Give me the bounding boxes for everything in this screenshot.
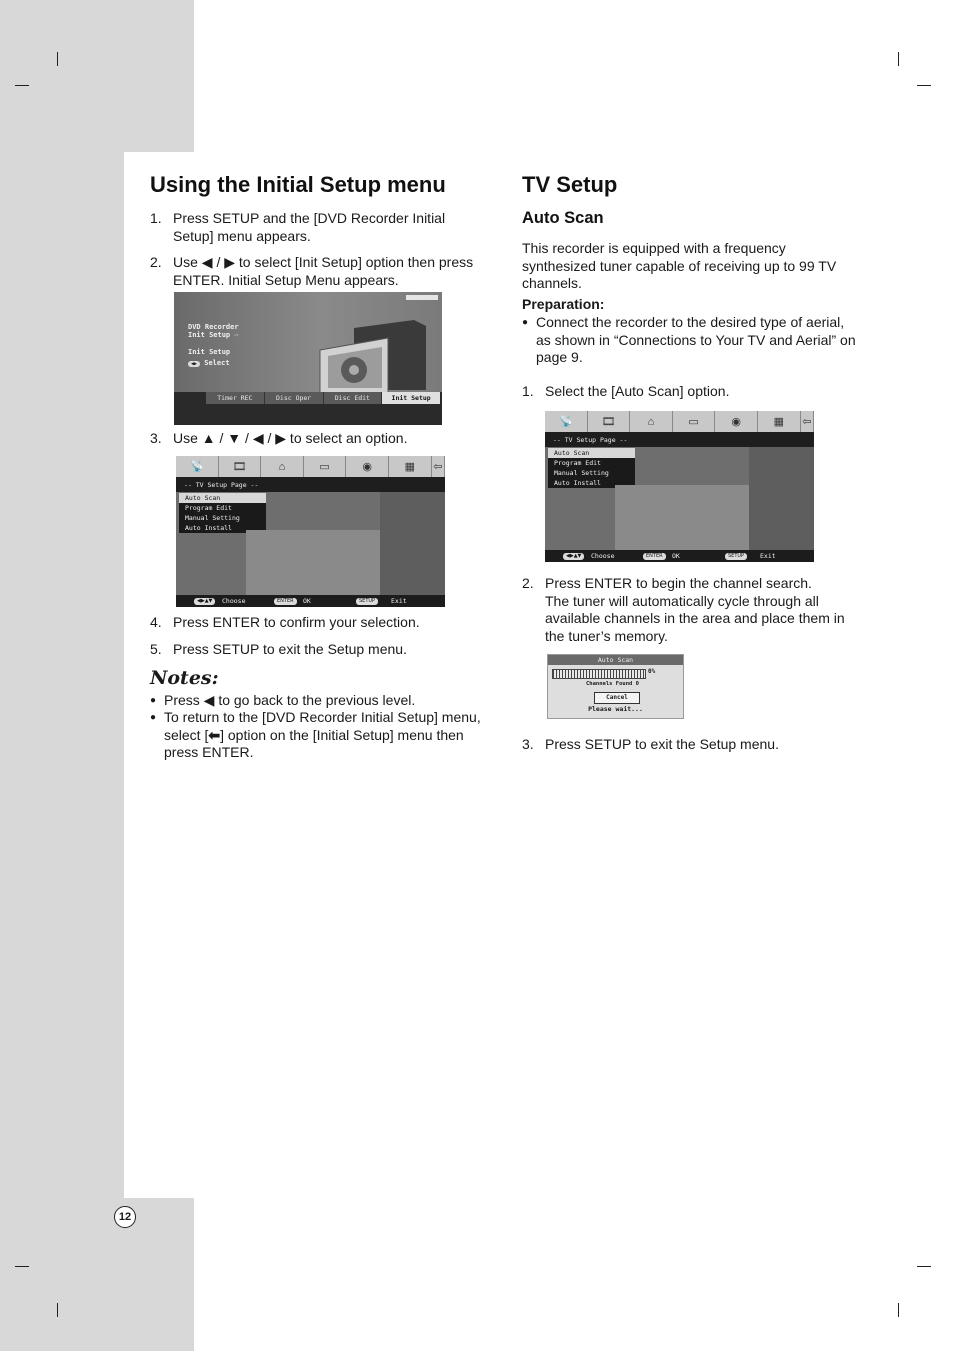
menu-item-auto-scan[interactable]: Auto Scan <box>548 448 635 458</box>
channels-found-label: Channels Found <box>586 681 633 687</box>
note-text: press ENTER. <box>164 744 254 760</box>
menu-item-program-edit[interactable]: Program Edit <box>554 459 601 467</box>
speaker-icon[interactable]: ◉ <box>346 456 389 477</box>
crop-mark <box>57 52 58 66</box>
step-text: Use ▲ / ▼ / ◀ / ▶ to select an option. <box>173 430 408 446</box>
crop-mark <box>917 1266 931 1267</box>
left-step-3 <box>150 430 500 448</box>
step-text: Press SETUP to exit the Setup menu. <box>545 736 779 752</box>
enter-key-chip: ENTER <box>643 553 666 560</box>
osd-page-header: -- TV Setup Page -- <box>553 436 628 444</box>
prep-text: page 9. <box>536 349 583 365</box>
step-text: The tuner will automatically cycle through all <box>545 592 819 609</box>
osd-title: DVD Recorder <box>188 323 239 331</box>
tab-disc-edit[interactable]: Disc Edit <box>324 392 383 404</box>
intro-line: This recorder is equipped with a frequency <box>522 240 786 256</box>
step-number: 2. <box>150 254 162 270</box>
note-text: select [ <box>164 726 209 743</box>
note-text: Press ◀ to go back to the previous level. <box>164 692 416 708</box>
step-text: the tuner’s memory. <box>545 627 668 644</box>
step-text: Use ◀ / ▶ to select [Init Setup] option then press <box>173 254 474 270</box>
section-title-tv-setup: TV Setup <box>522 172 618 197</box>
antenna-icon[interactable]: 📡 <box>176 456 219 477</box>
menu-item-manual-setting[interactable]: Manual Setting <box>185 514 240 522</box>
prep-text: as shown in “Connections to Your TV and Aerial” on <box>536 331 856 348</box>
osd-label: Init Setup <box>188 348 231 356</box>
osd-subtitle: Init Setup <box>188 331 231 339</box>
step-text: Press SETUP to exit the Setup menu. <box>173 641 407 657</box>
speaker-icon[interactable]: ◉ <box>715 411 758 432</box>
footer-choose: Choose <box>591 552 615 560</box>
left-right-keys-icon: ◀▶ <box>188 361 200 367</box>
tab-disc-oper[interactable]: Disc Oper <box>265 392 324 404</box>
setup-key-chip: SETUP <box>356 598 378 605</box>
footer-ok: OK <box>672 552 680 560</box>
step-text: Select the [Auto Scan] option. <box>545 383 730 399</box>
monitor-icon[interactable]: ▭ <box>304 456 347 477</box>
intro-line: channels. <box>522 275 582 291</box>
crop-mark <box>15 1266 29 1267</box>
enter-key-chip: ENTER <box>274 598 297 605</box>
auto-scan-progress-screenshot <box>547 654 684 719</box>
osd-tab-bar <box>206 392 440 404</box>
intro-paragraph <box>522 240 874 293</box>
section-title-initial-setup: Using the Initial Setup menu <box>150 172 446 197</box>
recorder-icon[interactable]: ⌂ <box>630 411 673 432</box>
footer-exit: Exit <box>391 597 407 605</box>
step-number: 3. <box>522 736 534 752</box>
step-text: Setup] menu appears. <box>173 227 311 244</box>
prep-text: Connect the recorder to the desired type of aerial, <box>536 314 845 330</box>
note-item <box>150 692 500 710</box>
clapper-icon[interactable]: ▦ <box>758 411 801 432</box>
right-step-3 <box>522 736 874 754</box>
bullet-icon: ● <box>150 712 157 723</box>
antenna-icon[interactable]: 📡 <box>545 411 588 432</box>
bullet-icon: ● <box>150 695 157 706</box>
crop-mark <box>898 1303 899 1317</box>
margin-band-left <box>0 152 124 1198</box>
tab-timer-rec[interactable]: Timer REC <box>206 392 265 404</box>
footer-choose: Choose <box>222 597 246 605</box>
notes-heading: Notes: <box>150 667 219 689</box>
note-text: To return to the [DVD Recorder Initial Setup] menu, <box>164 709 481 725</box>
tv-setup-menu <box>179 493 266 533</box>
step-number: 2. <box>522 575 534 591</box>
step-number: 1. <box>522 383 534 399</box>
film-icon[interactable]: 🎞 <box>219 456 262 477</box>
intro-line: synthesized tuner capable of receiving up to 99 TV <box>522 257 837 274</box>
step-text: Press ENTER to begin the channel search. <box>545 575 812 591</box>
osd-page-header: -- TV Setup Page -- <box>184 481 259 489</box>
osd-indicator <box>406 295 438 300</box>
menu-item-auto-install[interactable]: Auto Install <box>554 479 601 487</box>
crop-mark <box>57 1303 58 1317</box>
clapper-icon[interactable]: ▦ <box>389 456 432 477</box>
arrow-right-icon: ⇨ <box>234 331 239 339</box>
setup-icon-bar <box>545 411 814 432</box>
margin-band-bottom <box>0 1198 194 1351</box>
cancel-button[interactable]: Cancel <box>594 692 640 704</box>
dialog-title: Auto Scan <box>548 655 683 665</box>
step-number: 1. <box>150 210 162 226</box>
tv-setup-screenshot-right <box>545 411 814 562</box>
menu-item-program-edit[interactable]: Program Edit <box>185 504 232 512</box>
crop-mark <box>15 85 29 86</box>
step-text: available channels in the area and place them in <box>545 610 845 626</box>
menu-item-manual-setting[interactable]: Manual Setting <box>554 469 609 477</box>
step-text: Press SETUP and the [DVD Recorder Initial <box>173 210 446 226</box>
right-step-1 <box>522 383 874 401</box>
arrow-keys-icon: ◀▶▲▼ <box>194 598 215 605</box>
margin-band-top <box>0 0 194 152</box>
scan-progress-bar <box>552 669 646 679</box>
preparation-label: Preparation: <box>522 296 605 312</box>
monitor-icon[interactable]: ▭ <box>673 411 716 432</box>
step-number: 4. <box>150 614 162 630</box>
osd-footer <box>176 595 445 607</box>
tv-setup-screenshot-left <box>176 456 445 607</box>
osd-select-label: Select <box>204 359 230 367</box>
return-arrow-icon: ⬅ <box>208 726 221 743</box>
note-item <box>150 709 500 763</box>
left-step-1 <box>150 210 500 246</box>
menu-item-auto-install[interactable]: Auto Install <box>185 524 232 532</box>
footer-ok: OK <box>303 597 311 605</box>
scroll-arrow-icon[interactable]: ⇦ <box>801 411 814 432</box>
step-number: 3. <box>150 430 162 446</box>
preparation-item <box>522 314 874 368</box>
bullet-icon: ● <box>522 317 529 328</box>
left-step-5 <box>150 641 500 659</box>
recorder-icon[interactable]: ⌂ <box>261 456 304 477</box>
scroll-arrow-icon[interactable]: ⇦ <box>432 456 445 477</box>
crop-mark <box>898 52 899 66</box>
right-step-2 <box>522 575 874 647</box>
setup-icon-bar <box>176 456 445 477</box>
init-setup-screenshot <box>174 292 442 425</box>
subsection-title-auto-scan: Auto Scan <box>522 209 604 227</box>
step-text: Press ENTER to confirm your selection. <box>173 614 420 630</box>
please-wait-text: Please wait... <box>588 705 643 713</box>
setup-key-chip: SETUP <box>725 553 747 560</box>
note-text: ] option on the [Initial Setup] menu then <box>220 726 464 743</box>
page-number: 12 <box>114 1206 136 1228</box>
tab-init-setup[interactable]: Init Setup <box>382 392 440 404</box>
step-text: ENTER. Initial Setup Menu appears. <box>173 271 399 288</box>
tv-setup-menu <box>548 448 635 488</box>
arrow-keys-icon: ◀▶▲▼ <box>563 553 584 560</box>
step-number: 5. <box>150 641 162 657</box>
osd-footer <box>545 550 814 562</box>
left-step-4 <box>150 614 500 632</box>
crop-mark <box>917 85 931 86</box>
left-step-2 <box>150 254 500 290</box>
scan-percent: 0% <box>648 668 656 675</box>
footer-exit: Exit <box>760 552 776 560</box>
menu-item-auto-scan[interactable]: Auto Scan <box>179 493 266 503</box>
channels-found-value: 0 <box>635 681 639 687</box>
film-icon[interactable]: 🎞 <box>588 411 631 432</box>
tv-tools-icon <box>314 320 434 396</box>
